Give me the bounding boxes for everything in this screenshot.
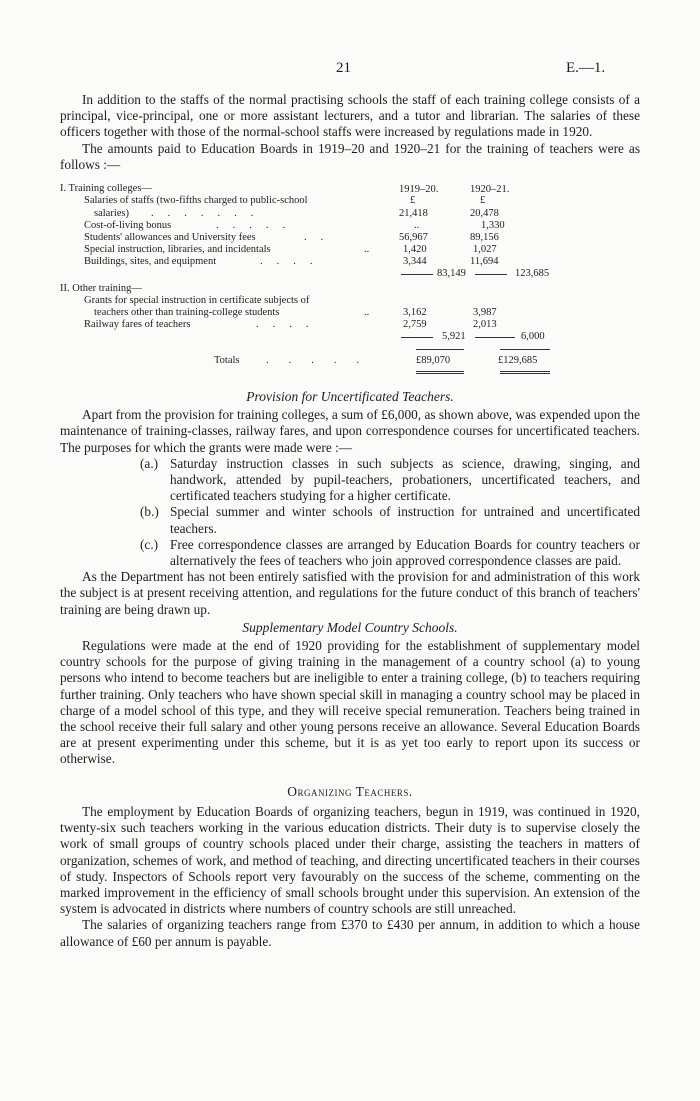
page-body xyxy=(60,92,640,950)
subtotal-rule xyxy=(401,274,433,275)
cell-value: 2,759 xyxy=(403,319,427,331)
totals-label: Totals xyxy=(214,355,240,367)
intro-paragraph-1: In addition to the staffs of the normal practising schools the staff of each training college consists of a principal, vice-principal, one or more assistant lecturers, and a tutor and librarian. The salaries of these officers together with those of the normal-school staffs were increased by regulations made in 1920. xyxy=(60,92,640,140)
row-label: Railway fares of teachers xyxy=(84,319,191,331)
subtotal-1919-colleges: 83,149 xyxy=(437,268,466,280)
organizing-paragraph-2: The salaries of organizing teachers range from £370 to £430 per annum, in addition to which a house allowance of £60 per annum is payable. xyxy=(60,917,640,949)
cell-value: .. xyxy=(414,220,420,232)
subtotal-1919-other: 5,921 xyxy=(442,331,466,343)
subtotal-rule xyxy=(475,337,515,338)
total-1920: £129,685 xyxy=(498,355,538,367)
section-other-training: II. Other training— xyxy=(60,283,142,295)
cell-value: 2,013 xyxy=(473,319,497,331)
leader-dots: ..... xyxy=(216,220,300,232)
heading-uncertificated: Provision for Uncertificated Teachers. xyxy=(246,389,454,405)
leader-dots: .. xyxy=(364,307,370,319)
totals-rule xyxy=(500,349,550,350)
row-label: Grants for special instruction in certificate subjects of xyxy=(84,295,310,307)
training-expenditure-table xyxy=(60,177,640,383)
model-schools-paragraph: Regulations were made at the end of 1920 providing for the establishment of supplementary model country schools for the purpose of giving training in the management of a country school (a) to young persons who intend to become teachers but are ineligible to enter a training college, (b) to teachers requiring further training. Only teachers who have shown special skill in managing a country school may be placed in charge of a model school of this type, and they will receive special remuneration. Teachers being trained in the school receive their full salary and other young persons receive an allowance. Several Education Boards are at present experimenting under this scheme, but it is as yet too early to report upon its success or otherwise. xyxy=(60,638,640,767)
col-header-1920: 1920–21. xyxy=(470,184,510,196)
subtotal-rule xyxy=(475,274,507,275)
row-label: Special instruction, libraries, and incidentals xyxy=(84,244,271,256)
col-unit-1: £ xyxy=(410,195,416,207)
cell-value: 1,330 xyxy=(481,220,505,232)
row-label: Students' allowances and University fees xyxy=(84,232,256,244)
row-label: Cost-of-living bonus xyxy=(84,220,172,232)
cell-value: 20,478 xyxy=(470,208,499,220)
subtotal-1920-other: 6,000 xyxy=(521,331,545,343)
subtotal-1920-colleges: 123,685 xyxy=(515,268,550,280)
intro-paragraph-2: The amounts paid to Education Boards in 1919–20 and 1920–21 for the training of teachers were as follows :— xyxy=(60,140,640,172)
section-training-colleges: I. Training colleges— xyxy=(60,183,152,195)
cell-value: 1,027 xyxy=(473,244,497,256)
purposes-list xyxy=(60,456,640,569)
heading-model-schools: Supplementary Model Country Schools. xyxy=(242,619,458,635)
leader-dots: .. xyxy=(304,232,338,244)
department-paragraph: As the Department has not been entirely satisfied with the provision for and administration of this work the subject is at present receiving attention, and regulations for the future conduct of this branch of teachers' training are being drawn up. xyxy=(60,569,640,617)
cell-value: 89,156 xyxy=(470,232,499,244)
leader-dots: .. xyxy=(364,244,370,256)
leader-dots: .... xyxy=(256,319,323,331)
cell-value: 21,418 xyxy=(399,208,428,220)
leader-dots: ..... xyxy=(266,355,380,367)
row-label: Buildings, sites, and equipment xyxy=(84,256,217,268)
document-reference: E.—1. xyxy=(566,60,606,76)
uncertificated-paragraph: Apart from the provision for training colleges, a sum of £6,000, as shown above, was expended upon the maintenance of training-classes, railway fares, and upon correspondence courses for uncertificated teachers. The purposes for which the grants were made were :— xyxy=(60,407,640,455)
cell-value: 3,344 xyxy=(403,256,427,268)
double-rule xyxy=(416,371,464,374)
cell-value: 11,694 xyxy=(470,256,499,268)
total-1919: £89,070 xyxy=(416,355,451,367)
row-label: salaries) xyxy=(94,208,129,220)
col-unit-2: £ xyxy=(480,195,486,207)
list-item: (b.) Special summer and winter schools of instruction for untrained and uncertificated teachers. xyxy=(140,504,640,536)
cell-value: 56,967 xyxy=(399,232,428,244)
row-label: teachers other than training-college students xyxy=(94,307,280,319)
leader-dots: ....... xyxy=(151,208,268,220)
cell-value: 1,420 xyxy=(403,244,427,256)
row-label: Salaries of staffs (two-fifths charged to public-school xyxy=(84,195,308,207)
totals-rule xyxy=(416,349,464,350)
page-number: 21 xyxy=(336,60,351,76)
col-header-1919: 1919–20. xyxy=(399,184,439,196)
cell-value: 3,162 xyxy=(403,307,427,319)
double-rule xyxy=(500,371,550,374)
list-item: (c.) Free correspondence classes are arranged by Education Boards for country teachers or alternatively the fees of teachers who join approved correspondence classes are paid. xyxy=(140,536,640,569)
subtotal-rule xyxy=(401,337,433,338)
leader-dots: .... xyxy=(260,256,327,268)
list-item: (a.) Saturday instruction classes in such subjects as science, drawing, singing, and handwork, attended by pupil-teachers, probationers, uncertificated teachers, and certificated teachers studying for a higher certificate. xyxy=(140,455,640,504)
organizing-paragraph-1: The employment by Education Boards of organizing teachers, begun in 1919, was continued in 1920, twenty-six such teachers working in the various education districts. Their duty is to supervise closely the work of small groups of country schools placed under their charge, assisting the teachers in matters of organization, schemes of work, and method of teaching, and directing uncertificated teachers in their courses of study. Inspectors of Schools report very favourably on the success of the scheme, commenting on the marked improvement in the efficiency of small schools brought under this supervision. An extension of the system is advocated in districts where numbers of country schools are still unreached. xyxy=(60,803,640,917)
cell-value: 3,987 xyxy=(473,307,497,319)
heading-organizing-teachers: Organizing Teachers. xyxy=(287,783,413,799)
